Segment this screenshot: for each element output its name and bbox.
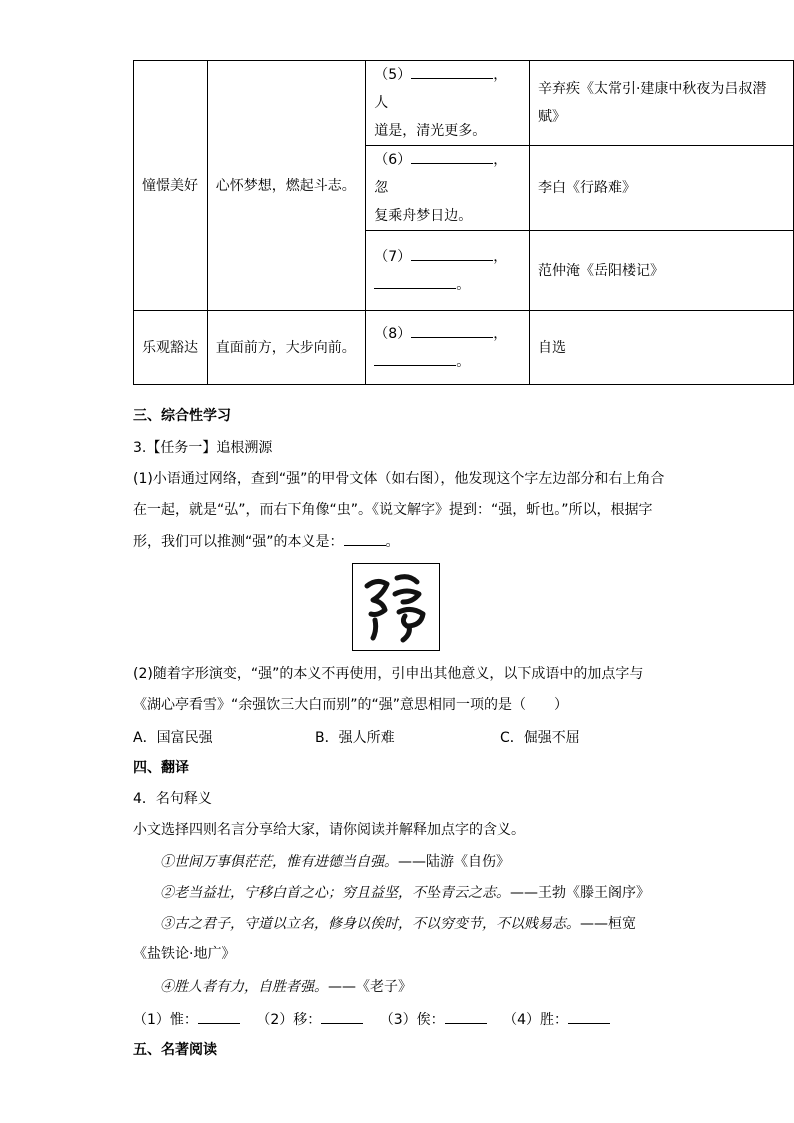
answer-blank-4[interactable] xyxy=(568,1009,610,1024)
source-cell: 李白《行路难》 xyxy=(529,146,793,231)
theme-cell: 乐观豁达 xyxy=(134,311,208,385)
source-cell: 辛弃疾《太常引·建康中秋夜为吕叔潜赋》 xyxy=(529,61,793,146)
oracle-bone-glyph-icon xyxy=(353,564,439,650)
answer-row xyxy=(133,1009,610,1029)
theme-cell: 憧憬美好 xyxy=(134,61,208,311)
blank-cell: （5） ，人 道是，清光更多。 xyxy=(366,61,530,146)
q1-line2: 在一起，就是“弘”，而右下角像“虫”。《说文解字》提到：“强，蚚也。”所以，根据字 xyxy=(133,502,653,518)
q2-line2: 《湖心亭看雪》“余强饮三大白而别”的“强”意思相同一项的是（ ） xyxy=(133,697,569,713)
section4-heading: 四、翻译 xyxy=(133,760,189,776)
q1-line3: 形，我们可以推测“强”的本义是： 。 xyxy=(133,531,400,552)
answer-blank-2[interactable] xyxy=(321,1009,363,1024)
blank-cell: （6） ，忽 复乘舟梦日边。 xyxy=(366,146,530,231)
oracle-bone-character-image xyxy=(352,563,440,651)
task4-intro: 小文选择四则名言分享给大家，请你阅读并解释加点字的含义。 xyxy=(133,822,525,838)
source-cell: 自选 xyxy=(529,311,793,385)
quote-3-source: 《盐铁论·地广》 xyxy=(133,946,236,962)
meaning-cell: 直面前方，大步向前。 xyxy=(207,311,365,385)
answer-label-3: （3）俟： xyxy=(379,1012,445,1028)
meaning-cell: 心怀梦想，燃起斗志。 xyxy=(207,61,365,311)
quote-1: ①世间万事俱茫茫，惟有进德当自强。——陆游《自伤》 xyxy=(160,854,510,870)
answer-label-1: （1）惟： xyxy=(133,1012,198,1028)
blank-cell: （8） ， 。 xyxy=(366,311,530,385)
q2-line1: (2)随着字形演变，“强”的本义不再使用，引申出其他意义，以下成语中的加点字与 xyxy=(133,666,644,682)
answer-blank-1[interactable] xyxy=(198,1009,240,1024)
option-b[interactable]: B．强人所难 xyxy=(315,730,395,746)
option-c[interactable]: C．倔强不屈 xyxy=(500,730,580,746)
quote-3: ③古之君子，守道以立名，修身以俟时，不以穷变节，不以贱易志。——桓宽 xyxy=(160,916,636,932)
quote-4: ④胜人者有力，自胜者强。——《老子》 xyxy=(160,979,412,995)
option-a[interactable]: A．国富民强 xyxy=(133,730,213,746)
section5-heading: 五、名著阅读 xyxy=(133,1042,217,1058)
poem-table xyxy=(133,60,794,385)
source-cell: 范仲淹《岳阳楼记》 xyxy=(529,231,793,311)
section3-heading: 三、综合性学习 xyxy=(133,408,231,424)
task4-title: 4．名句释义 xyxy=(133,791,212,807)
quote-2: ②老当益壮，宁移白首之心；穷且益坚，不坠青云之志。——王勃《滕王阁序》 xyxy=(160,885,650,901)
answer-blank-3[interactable] xyxy=(445,1009,487,1024)
answer-label-4: （4）胜： xyxy=(503,1012,569,1028)
task-title: 3.【任务一】追根溯源 xyxy=(133,440,273,456)
answer-label-2: （2）移： xyxy=(256,1012,322,1028)
blank-cell: （7） ， 。 xyxy=(366,231,530,311)
q1-line1: (1)小语通过网络，查到“强”的甲骨文体（如右图），他发现这个字左边部分和右上角合 xyxy=(133,471,665,487)
